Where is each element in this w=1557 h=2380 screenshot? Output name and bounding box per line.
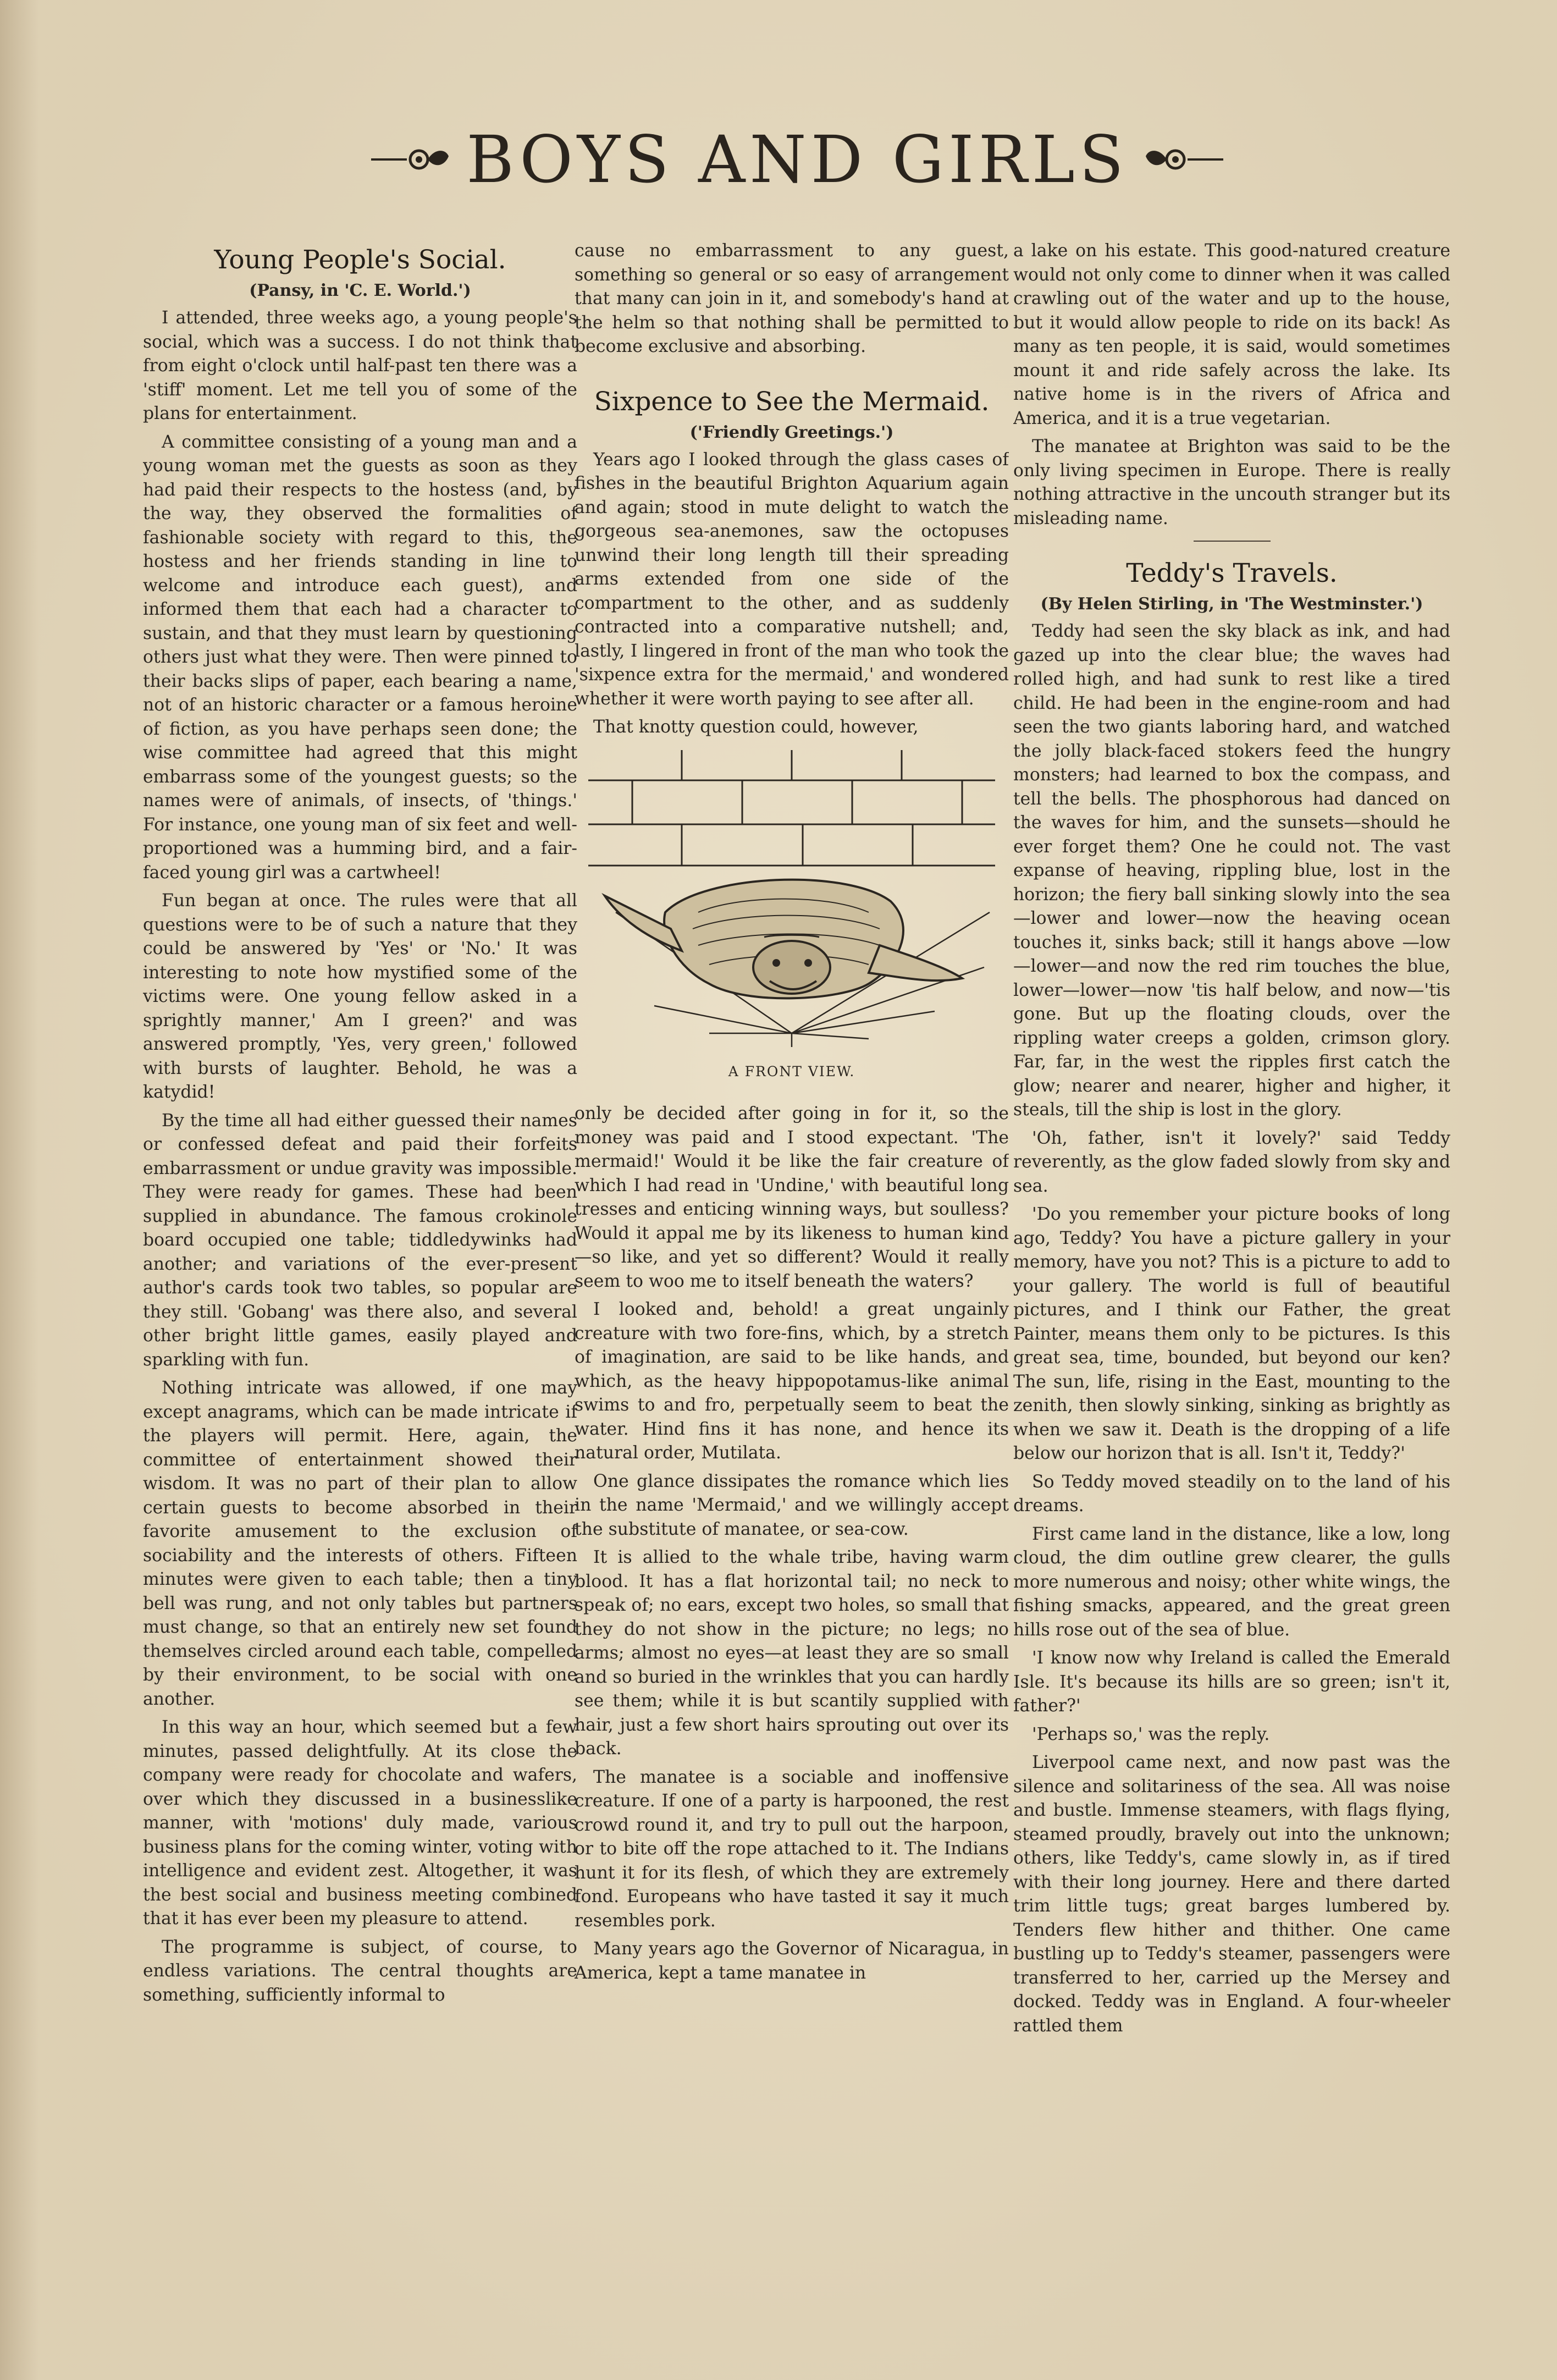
article-title: Teddy's Travels. xyxy=(1126,558,1338,588)
paragraph: 'Perhaps so,' was the reply. xyxy=(1032,1724,1270,1744)
paragraph: A committee consisting of a young man and a young woman met the guests as soon as they had paid their respects to the hostess (and, by the way, they observed the formalities of fashionable society with regard to this, the hostess and her friends standing in line to welcome and introduce each guest), and informed them that each had a character to sustain, and that they must learn by questioning others just what they were. Then were pinned to their backs slips of paper, each bearing a name, not of an historic character or a famous heroine of fiction, as you have perhaps seen done; the wise committee had agreed that this might embarrass some of the youngest guests; so the names were of animals, of insects, of 'things.' For instance, one young man of six feet and well-proportioned was a humming bird, and a fair-faced young girl was a cartwheel! xyxy=(143,432,577,883)
article-title: Young People's Social. xyxy=(214,245,506,275)
section-divider xyxy=(1194,541,1271,542)
paragraph: 'Do you remember your picture books of long ago, Teddy? You have a picture gallery in your memory, have you not? This is a picture to add to your gallery. The world is full of beautiful pictures, and I think our Father, the great Painter, means them only to be pictures. Is this great sea, time, bounded, but beyond our ken? The sun, life, rising in the East, mounting to the zenith, then slowly sinking, sinking as brightly as when we saw it. Death is the dropping of a life below our horizon that is all. Isn't it, Teddy?' xyxy=(1013,1204,1450,1463)
paragraph: One glance dissipates the romance which lies in the name 'Mermaid,' and we willingly accept the substitute of manatee, or sea-cow. xyxy=(575,1471,1009,1539)
right-ornament-icon xyxy=(1144,143,1226,176)
manatee-illustration xyxy=(583,747,1001,1055)
paragraph: a lake on his estate. This good-natured creature would not only come to dinner when it was called crawling out of the water and up to the house, but it would allow people to ride on its back! As many as ten people, it is said, would sometimes mount it and ride safely across the lake. Its native home is in the rivers of Africa and America, and it is a true vegetarian. xyxy=(1013,241,1450,428)
paragraph: Liverpool came next, and now past was the silence and solitariness of the sea. All was noise and bustle. Immense steamers, with flags flying, steamed proudly, bravely out into the unknown; others, like Teddy's, came slowly in, as if tired with their long journey. Here and there darted trim little tugs; great barges lumbered by. Tenders flew hither and thither. One came bustling up to Teddy's steamer, passengers were transferred to her, carried up the Mersey and docked. Teddy was in England. A four-wheeler rattled them xyxy=(1013,1753,1450,2036)
paragraph: Nothing intricate was allowed, if one may except anagrams, which can be made intricate if the players will permit. Here, again, the committee of entertainment showed their wisdom. It was no part of their plan to allow certain guests to become absorbed in their favorite amusement to the exclusion of sociability and the interests of others. Fifteen minutes were given to each table; then a tiny bell was rung, and not only tables but partners must change, so that an entirely new set found themselves circled around each table, compelled by their environment, to be social with one another. xyxy=(143,1378,577,1709)
paragraph: cause no embarrassment to any guest, something so general or so easy of arrangement that many can join in it, and somebody's hand at the helm so that nothing shall be permitted to become exclusive and absorbing. xyxy=(575,241,1009,356)
paragraph: The manatee is a sociable and inoffensive creature. If one of a party is harpooned, the rest crowd round it, and try to pull out the harpoon, or to bite off the rope attached to it. The Indians hunt it for its flesh, of which they are extremely fond. Europeans who have tasted it say it much resembles pork. xyxy=(575,1767,1009,1931)
paragraph: Fun began at once. The rules were that all questions were to be of such a nature that they could be answered by 'Yes' or 'No.' It was interesting to note how mystified some of the victims were. One young fellow asked in a sprightly manner,' Am I green?' and was answered promptly, 'Yes, very green,' followed with bursts of laughter. Behold, he was a katydid! xyxy=(143,891,577,1102)
page-fold-shadow xyxy=(0,0,38,2380)
paragraph: So Teddy moved steadily on to the land of his dreams. xyxy=(1013,1472,1450,1516)
paragraph: Years ago I looked through the glass cases of fishes in the beautiful Brighton Aquarium again and again; stood in mute delight to watch the gorgeous sea-anemones, saw the octopuses unwind their long length till their spreading arms extended from one side of the compartment to the other, and as suddenly contracted into a comparative nutshell; and, lastly, I lingered in front of the man who took the 'sixpence extra for the mermaid,' and wondered whether it were worth paying to see after all. xyxy=(575,449,1009,709)
illustration-caption: A FRONT VIEW. xyxy=(728,1063,855,1079)
paragraph: Teddy had seen the sky black as ink, and had gazed up into the clear blue; the waves had rolled high, and had sunk to rest like a tired child. He had been in the engine-room and had seen the two giants laboring hard, and watched the jolly black-faced stokers feed the hungry monsters; had learned to box the compass, and tell the bells. The phosphorous had danced on the waves for him, and the sunsets—should he ever forget them? One he could not. The vast expanse of heaving, rippling blue, lost in the horizon; the fiery ball sinking slowly into the sea—lower and lower—now the heaving ocean touches it, sinks back; still it hangs above —low—lower—and now the red rim touches the blue, lower—lower—now 'tis half below, and now—'tis gone. But up the floating clouds, over the rippling water creeps a golden, crimson glory. Far, far, in the west the ripples first catch the glow; nearer and nearer, higher and higher, it steals, till the ship is lost in the glory. xyxy=(1013,621,1450,1120)
paragraph: only be decided after going in for it, so the money was paid and I stood expectant. 'The mermaid!' Would it be like the fair creature of which I had read in 'Undine,' with beautiful long tresses and enticing winning ways, but soulless? Would it appal me by its likeness to human kind—so like, and yet so different? Would it really seem to woo me to itself beneath the waters? xyxy=(575,1104,1009,1291)
paragraph: The programme is subject, of course, to endless variations. The central thoughts are something, sufficiently informal to xyxy=(143,1937,577,2005)
left-ornament-icon xyxy=(368,143,451,176)
paragraph: The manatee at Brighton was said to be the only living specimen in Europe. There is really nothing attractive in the uncouth stranger but its misleading name. xyxy=(1013,437,1450,528)
article-title: Sixpence to See the Mermaid. xyxy=(594,386,990,417)
paragraph: 'I know now why Ireland is called the Emerald Isle. It's because its hills are so green; isn't it, father?' xyxy=(1013,1648,1450,1716)
article-source: ('Friendly Greetings.') xyxy=(689,422,894,442)
paragraph: It is allied to the whale tribe, having warm blood. It has a flat horizontal tail; no neck to speak of; no ears, except two holes, so small that they do not show in the picture; no legs; no arms; almost no eyes—at least they are so small and so buried in the wrinkles that you can hardly see them; while it is but scantily supplied with hair, just a few short hairs sprouting out over its back. xyxy=(575,1547,1009,1759)
masthead xyxy=(330,118,1265,201)
column-2 xyxy=(575,239,1009,2241)
column-1 xyxy=(143,239,577,2241)
paragraph: First came land in the distance, like a low, long cloud, the dim outline grew clearer, the gulls more numerous and noisy; other white wings, the fishing smacks, appeared, and the great green hills rose out of the sea of blue. xyxy=(1013,1524,1450,1640)
column-3 xyxy=(1013,239,1450,2241)
paragraph: 'Oh, father, isn't it lovely?' said Teddy reverently, as the glow faded slowly from sky and sea. xyxy=(1013,1128,1450,1196)
paragraph: That knotty question could, however, xyxy=(593,717,919,737)
paragraph: I looked and, behold! a great ungainly creature with two fore-fins, which, by a stretch of imagination, are said to be like hands, and which, as the heavy hippopotamus-like animal swims to and fro, perpetually seem to beat the water. Hind fins it has none, and hence its natural order, Mutilata. xyxy=(575,1299,1009,1463)
paragraph: Many years ago the Governor of Nicaragua, in America, kept a tame manatee in xyxy=(575,1939,1009,1983)
article-source: (Pansy, in 'C. E. World.') xyxy=(249,281,471,300)
article-source: (By Helen Stirling, in 'The Westminster.') xyxy=(1040,594,1423,614)
paragraph: In this way an hour, which seemed but a few minutes, passed delightfully. At its close the company were ready for chocolate and wafers, over which they discussed in a businesslike manner, with 'motions' duly made, various business plans for the coming winter, voting with intelligence and evident zest. Altogether, it was the best social and business meeting combined that it has ever been my pleasure to attend. xyxy=(143,1717,577,1929)
paragraph: By the time all had either guessed their names or confessed defeat and paid their forfeits embarrassment or undue gravity was impossible. They were ready for games. These had been supplied in abundance. The famous crokinole board occupied one table; tiddledywinks had another; and variations of the ever-present author's cards took two tables, so popular are they still. 'Gobang' was there also, and several other bright little games, easily played and sparkling with fun. xyxy=(143,1110,577,1370)
paragraph: I attended, three weeks ago, a young people's social, which was a success. I do not think that from eight o'clock until half-past ten there was a 'stiff' moment. Let me tell you of some of the plans for entertainment. xyxy=(143,308,577,423)
section-title: BOYS AND GIRLS xyxy=(466,122,1128,197)
